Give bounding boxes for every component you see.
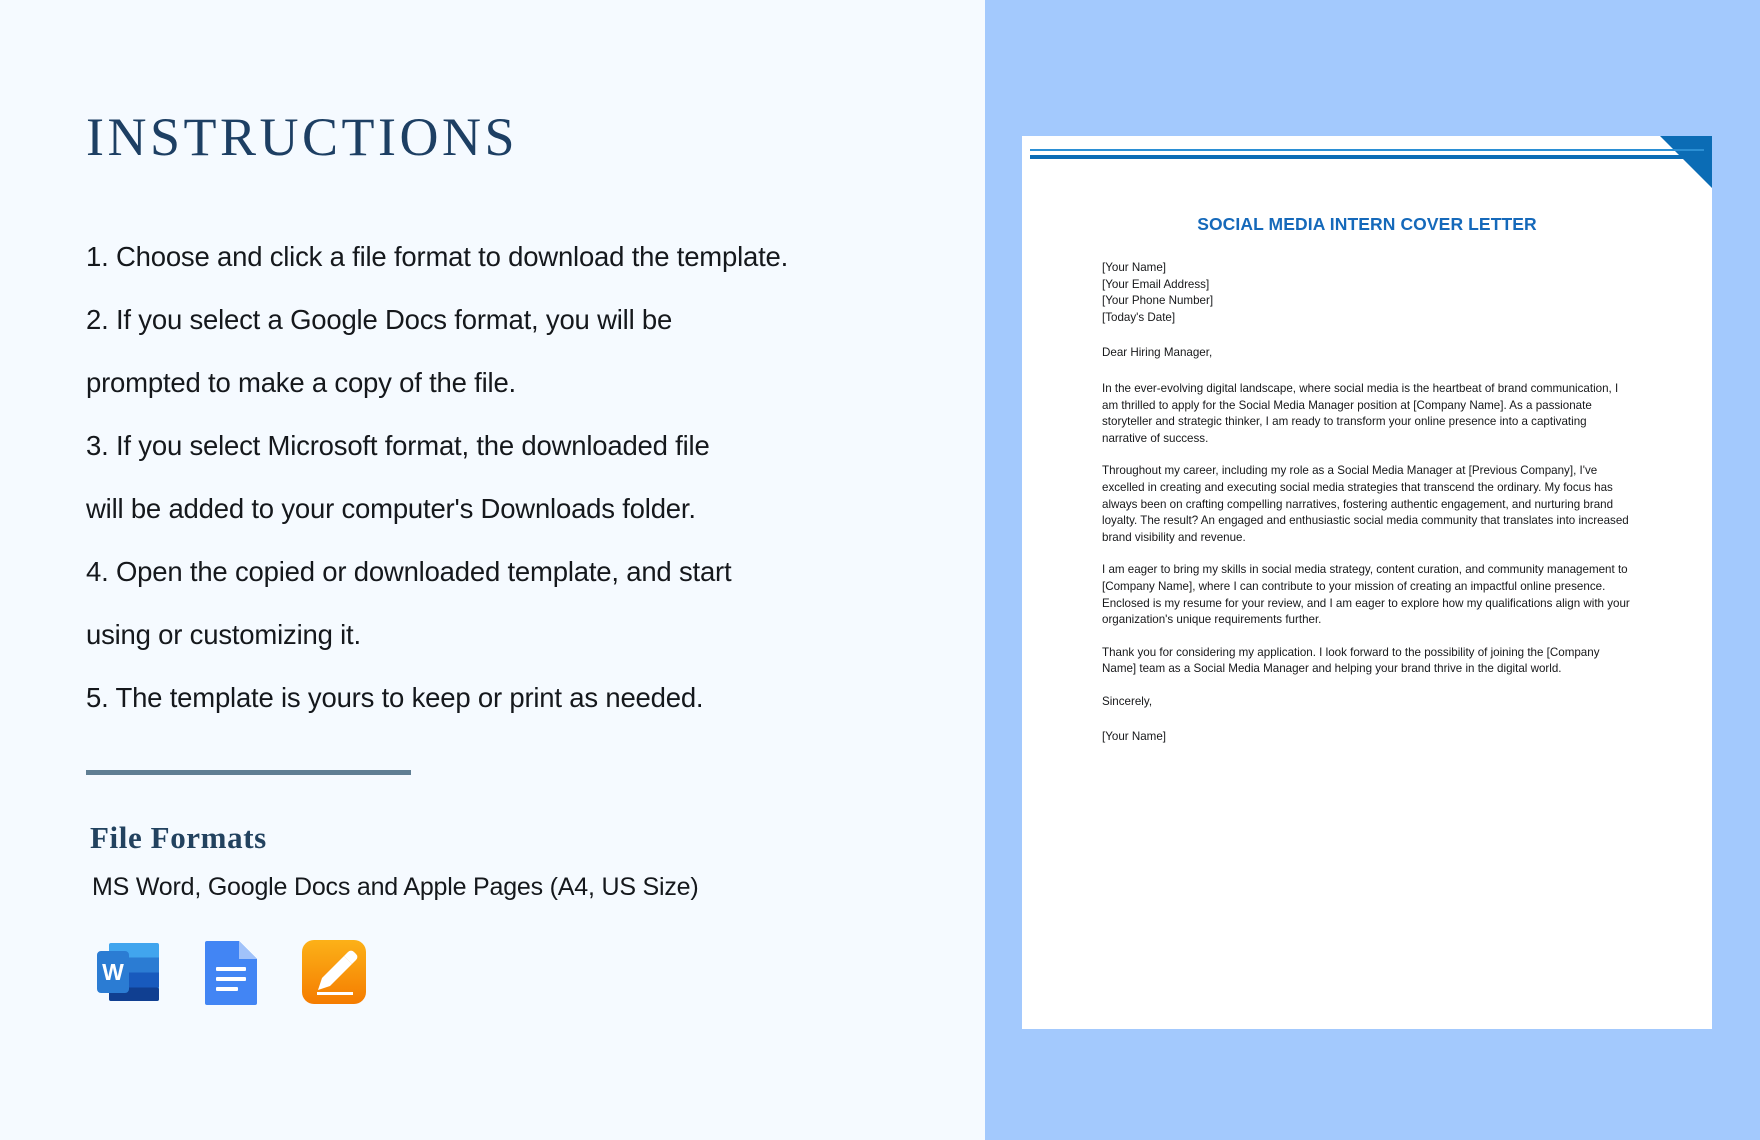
header-rule-thick [1030,155,1704,159]
instruction-step-4-line-1: 4. Open the copied or downloaded template, and start [86,556,732,587]
file-formats-subtitle: MS Word, Google Docs and Apple Pages (A4, US Size) [92,873,699,901]
body-paragraph-2: Throughout my career, including my role as a Social Media Manager at [Previous Company], I've excelled in creating and executing social media strategies that transcend the ordinary. My focus has always been on crafting compelling narratives, fostering authentic engagement, and nurturing brand loyalty. The result? An engaged and enthusiastic social media community that translates into increased brand visibility and revenue. [1102,464,1629,544]
instruction-step-3-line-1: 3. If you select Microsoft format, the downloaded file [86,430,710,461]
body-paragraph-1: In the ever-evolving digital landscape, where social media is the heartbeat of brand communication, I am thrilled to apply for the Social Media Manager position at [Company Name]. As a passionate storyteller and strategic thinker, I am ready to transform your online presence into a captivating narrative of success. [1102,381,1619,445]
document-body [1102,260,1634,746]
google-docs-icon[interactable] [195,935,269,1009]
instruction-step-3-line-2: will be added to your computer's Downloads folder. [86,493,696,524]
svg-text:W: W [102,959,124,985]
body-paragraph-3: I am eager to bring my skills in social media strategy, content curation, and community management to [Company Name], where I can contribute to your mission of creating an impactful online presence. Enclosed is my resume for your review, and I am eager to explore how my qualifications align with your organization's unique requirements further. [1102,563,1630,627]
cover-letter-document[interactable] [1022,136,1712,1029]
apple-pages-icon[interactable] [297,935,371,1009]
closing-line: Sincerely, [1102,694,1153,708]
sender-phone: [Your Phone Number] [1102,294,1214,308]
instruction-step-4-line-2: using or customizing it. [86,619,361,650]
signature-line: [Your Name] [1102,730,1167,744]
sender-address-block [1102,260,1634,326]
sender-name: [Your Name] [1102,261,1167,274]
corner-triangle-decoration [1660,136,1712,188]
ms-word-icon[interactable] [93,935,167,1009]
body-paragraph-4: Thank you for considering my application. I look forward to the possibility of joining the [Company Name] team as a Social Media Manager and helping your brand thrive in the digital world. [1102,645,1600,676]
instruction-step-1-line-1: 1. Choose and click a file format to download the template. [86,241,789,272]
page-title: INSTRUCTIONS [86,107,519,167]
salutation: Dear Hiring Manager, [1102,346,1213,360]
file-format-icon-row [93,935,371,1009]
sender-email: [Your Email Address] [1102,277,1210,291]
instruction-step-2-line-2: prompted to make a copy of the file. [86,367,516,398]
file-formats-heading: File Formats [90,820,267,855]
instruction-step-2-line-1: 2. If you select a Google Docs format, you will be [86,304,673,335]
section-divider [86,770,411,775]
instruction-steps-list [86,225,926,729]
document-preview-panel [985,0,1760,1140]
document-title: SOCIAL MEDIA INTERN COVER LETTER [1197,214,1537,234]
instruction-step-5-line-1: 5. The template is yours to keep or print as needed. [86,682,704,713]
header-rule-thin [1030,149,1704,151]
letter-date: [Today's Date] [1102,310,1176,324]
